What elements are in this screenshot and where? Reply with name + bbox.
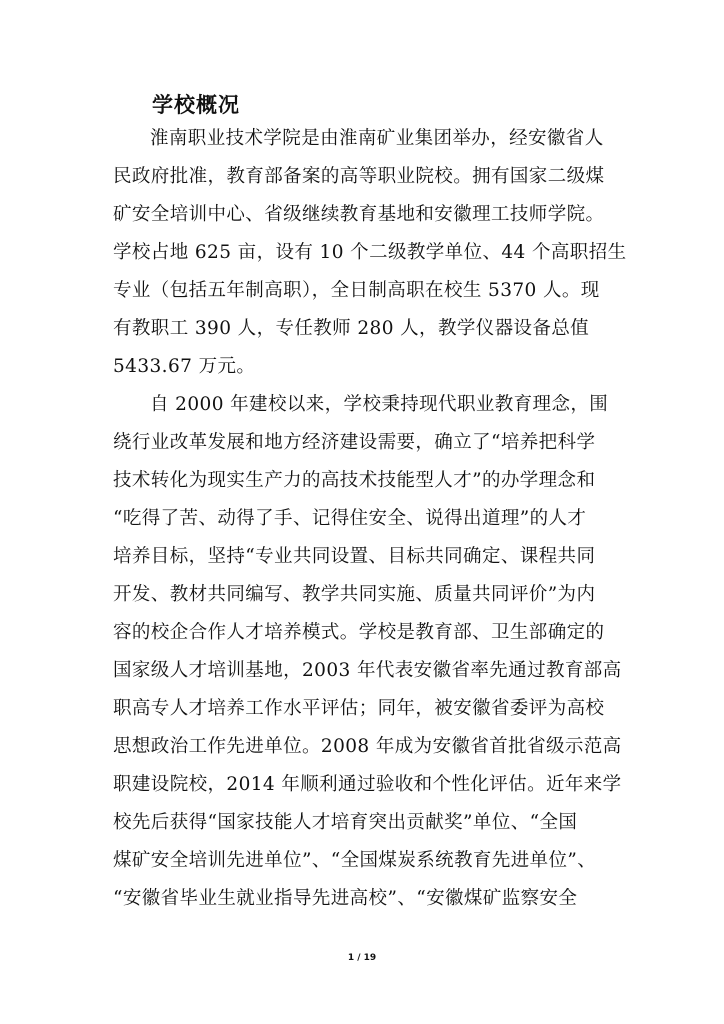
text-line: 煤矿安全培训先进单位”、“全国煤炭系统教育先进单位”、: [113, 850, 597, 871]
text-line: 绕行业改革发展和地方经济建设需要，确立了“培养把科学: [113, 432, 596, 453]
text-line: 国家级人才培训基地，2003 年代表安徽省率先通过教育部高: [113, 660, 622, 681]
text-line: “安徽省毕业生就业指导先进高校”、“安徽煤矿监察安全: [113, 888, 578, 909]
text-line: 5433.67 万元。: [113, 356, 256, 377]
text-line: 思想政治工作先进单位。2008 年成为安徽省首批省级示范高: [113, 736, 622, 757]
text-line: 有教职工 390 人，专任教师 280 人，教学仪器设备总值: [113, 318, 590, 339]
text-line: 矿安全培训中心、省级继续教育基地和安徽理工技师学院。: [113, 204, 605, 225]
text-line: 民政府批准，教育部备案的高等职业院校。拥有国家二级煤: [113, 166, 605, 187]
text-line: 专业（包括五年制高职），全日制高职在校生 5370 人。现: [113, 280, 600, 301]
text-line: 校先后获得“国家技能人才培育突出贡献奖”单位、“全国: [113, 812, 578, 833]
text-line: 学校占地 625 亩，设有 10 个二级教学单位、44 个高职招生: [113, 242, 627, 263]
text-line: 自 2000 年建校以来，学校秉持现代职业教育理念，围: [150, 394, 609, 415]
text-line: “吃得了苦、动得了手、记得住安全、说得出道理”的人才: [113, 508, 587, 529]
text-line: 容的校企合作人才培养模式。学校是教育部、卫生部确定的: [113, 622, 605, 643]
text-line: 技术转化为现实生产力的高技术技能型人才”的办学理念和: [113, 470, 596, 491]
section-title: 学校概况: [152, 93, 240, 117]
text-line: 培养目标，坚持“专业共同设置、目标共同确定、课程共同: [113, 546, 596, 567]
page-number: 1 / 19: [347, 953, 377, 963]
text-line: 职高专人才培养工作水平评估；同年，被安徽省委评为高校: [113, 698, 605, 719]
text-line: 开发、教材共同编写、教学共同实施、质量共同评价”为内: [113, 584, 596, 605]
text-line: 淮南职业技术学院是由淮南矿业集团举办，经安徽省人: [150, 128, 604, 149]
text-line: 职建设院校，2014 年顺利通过验收和个性化评估。近年来学: [113, 774, 622, 795]
